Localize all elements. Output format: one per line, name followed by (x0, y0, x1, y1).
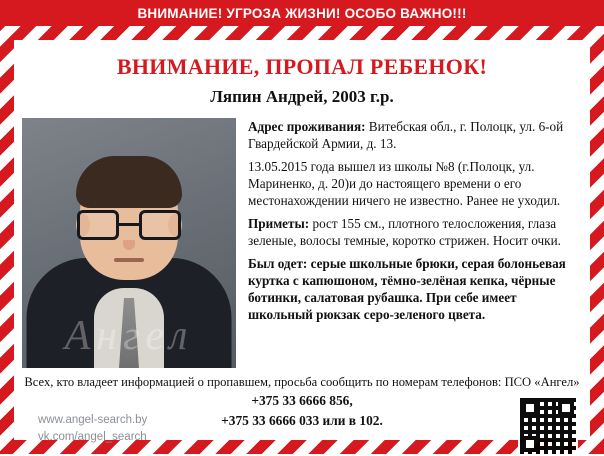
clothes-text: серые школьные брюки, серая болоньевая куртка с капюшоном, тёмно-зелёная кепка, чёрные ботинки, салатовая рубашка. При себе имеет школьный рюкзак серо-зеленого цвета. (248, 256, 566, 323)
appeal-text: Всех, кто владеет информацией о пропавшем, просьба сообщить по номерам телефонов: ПСО «Ангел» (24, 375, 580, 389)
photo-glasses-bridge (119, 223, 139, 226)
poster-body (14, 40, 590, 443)
description-block (248, 118, 584, 329)
phone-number-2: +375 33 6666 033 или в 102. (221, 412, 383, 428)
site-link-angel-search[interactable]: www.angel-search.by (38, 414, 148, 426)
page-title: ВНИМАНИЕ, ПРОПАЛ РЕБЕНОК! (116, 54, 488, 79)
hazard-stripe-frame (0, 26, 604, 454)
clothes-paragraph (248, 255, 584, 323)
clothes-label: Был одет: (248, 256, 308, 272)
qr-finder-bottom-left (522, 436, 538, 452)
photo-hair (76, 156, 182, 208)
photo-mouth (114, 258, 144, 262)
person-name-and-birthyear: Ляпин Андрей, 2003 г.р. (210, 87, 394, 106)
alert-banner: ВНИМАНИЕ! УГРОЗА ЖИЗНИ! ОСОБО ВАЖНО!!! (0, 0, 604, 26)
photo-lens-right (139, 210, 181, 240)
signs-paragraph (248, 215, 584, 249)
poster-content (20, 44, 584, 443)
signs-text: рост 155 см., плотного телосложения, глаза зеленые, волосы темные, коротко стрижен. Носит очки. (248, 216, 561, 249)
address-label: Адрес проживания: (248, 119, 366, 134)
qr-code-icon (518, 396, 578, 456)
phone-number-1: +375 33 6666 856, (251, 393, 353, 409)
site-link-vk[interactable]: vk.com/angel_search (38, 430, 147, 443)
photo-watermark: Ангел (64, 313, 194, 359)
main-row (20, 118, 584, 368)
website-links (38, 412, 147, 445)
person-photo (22, 118, 236, 368)
address-paragraph (248, 118, 584, 152)
circumstances-paragraph: 13.05.2015 года вышел из школы №8 (г.Полоцк, ул. Мариненко, д. 20)и до настоящего времени о его местонахождении ничего не известно. Ранее не уходил. (248, 159, 561, 209)
glasses-icon (77, 210, 181, 240)
photo-lens-left (77, 210, 119, 240)
address-text: Витебская обл., г. Полоцк, ул. 6-ой Гвардейской Армии, д. 13. (248, 119, 564, 152)
signs-label: Приметы: (248, 216, 310, 232)
